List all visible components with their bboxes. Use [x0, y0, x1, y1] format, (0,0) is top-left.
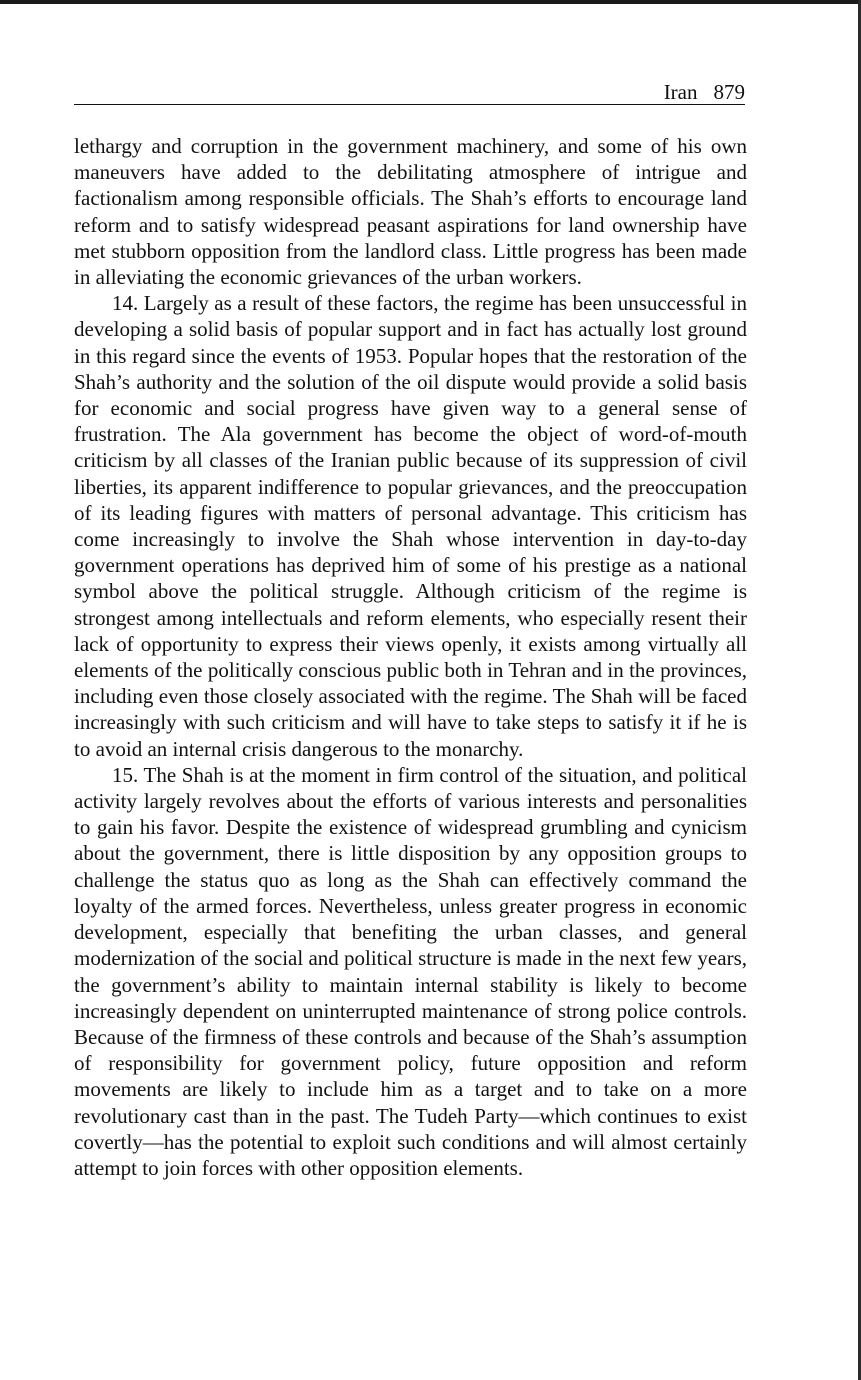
scan-top-border — [0, 0, 861, 4]
body-text — [74, 133, 747, 1181]
paragraph-14: 14. Largely as a result of these factors, the regime has been unsuccessful in developing a solid basis of popular support and in fact has actually lost ground in this regard since the events of 1953. Popular hopes that the restoration of the Shah’s authority and the solution of the oil dispute would provide a solid basis for economic and social progress have given way to a general sense of frustration. The Ala government has become the object of word-of-mouth criticism by all classes of the Iranian public because of its suppression of civil liberties, its apparent indifference to popular grievances, and the preoccupation of its leading figures with matters of personal advantage. This criticism has come increasingly to involve the Shah whose intervention in day-to-day government operations has deprived him of some of his prestige as a national symbol above the political struggle. Although criticism of the regime is strongest among intellectuals and reform elements, who especially resent their lack of opportunity to express their views openly, it exists among virtually all elements of the politically conscious public both in Tehran and in the provinces, including even those closely associated with the regime. The Shah will be faced increasingly with such criticism and will have to take steps to satisfy it if he is to avoid an internal crisis dangerous to the monarchy. — [74, 291, 747, 761]
header-rule — [74, 104, 745, 105]
running-head-title: Iran — [663, 80, 698, 104]
paragraph-15: 15. The Shah is at the moment in firm control of the situation, and political activity largely revolves about the efforts of various interests and personalities to gain his favor. Despite the existence of widespread grumbling and cynicism about the government, there is little disposition by any opposition groups to challenge the status quo as long as the Shah can effectively command the loyalty of the armed forces. Nevertheless, unless greater progress in economic development, especially that benefiting the urban classes, and general modernization of the social and political structure is made in the next few years, the government’s ability to maintain internal stability is likely to become increasingly dependent on uninterrupted maintenance of strong police controls. Because of the firmness of these controls and because of the Shah’s assumption of responsibility for government policy, future opposition and reform movements are likely to include him as a target and to take on a more revolutionary cast than in the past. The Tudeh Party—which continues to exist covertly—has the potential to exploit such conditions and will almost certainly attempt to join forces with other opposition elements. — [74, 762, 747, 1180]
running-head — [74, 78, 745, 106]
paragraph-continued: lethargy and corruption in the government machinery, and some of his own maneuvers have added to the debilitating atmosphere of intrigue and factionalism among responsible officials. The Shah’s efforts to encourage land reform and to satisfy widespread peasant aspirations for land ownership have met stubborn opposition from the landlord class. Little progress has been made in alleviating the economic grievances of the urban workers. — [74, 134, 747, 290]
page-number: 879 — [713, 80, 745, 104]
